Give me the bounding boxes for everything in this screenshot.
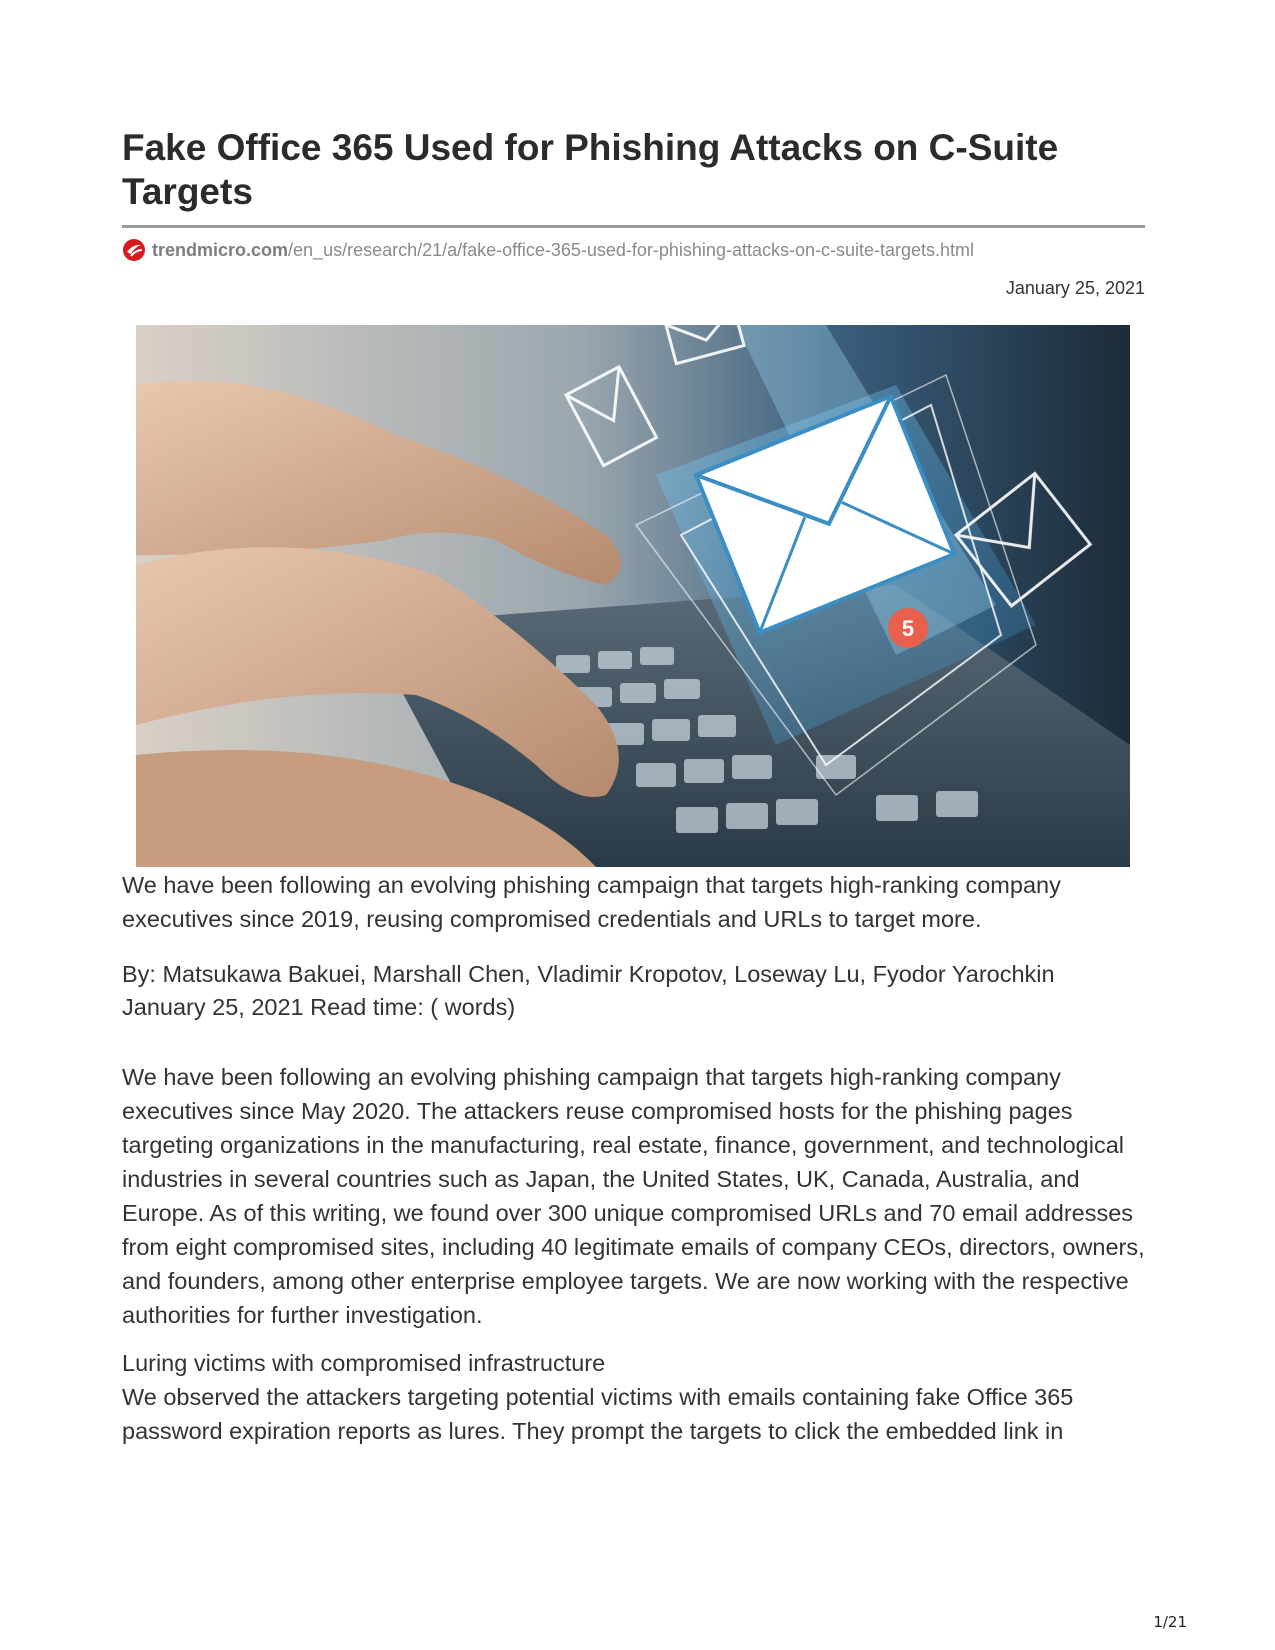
- source-domain: trendmicro.com: [152, 239, 289, 260]
- section-heading: Luring victims with compromised infrastructure: [122, 1350, 606, 1376]
- page-title: Fake Office 365 Used for Phishing Attacks on C-Suite Targets: [122, 127, 1059, 212]
- article-dateline: January 25, 2021 Read time: ( words): [122, 994, 516, 1020]
- source-link[interactable]: [122, 238, 974, 262]
- section-text: We observed the attackers targeting potential victims with emails containing fake Office 365 password expiration reports as lures. They prompt the targets to click the embedded link in: [122, 1384, 1074, 1444]
- hero-image: [136, 325, 1130, 867]
- title-divider: [122, 225, 1145, 228]
- publish-date: January 25, 2021: [1005, 278, 1145, 298]
- article-byline: By: Matsukawa Bakuei, Marshall Chen, Vladimir Kropotov, Loseway Lu, Fyodor Yarochkin: [122, 961, 1055, 987]
- notification-count: 5: [901, 616, 915, 641]
- source-path: /en_us/research/21/a/fake-office-365-used-for-phishing-attacks-on-c-suite-targets.html: [288, 239, 975, 260]
- page-number: 1/21: [1153, 1613, 1187, 1631]
- trendmicro-logo-icon: [122, 238, 146, 262]
- article-summary: We have been following an evolving phishing campaign that targets high-ranking company executives since 2019, reusing compromised credentials and URLs to target more.: [122, 872, 1061, 932]
- article-intro: We have been following an evolving phishing campaign that targets high-ranking company executives since May 2020. The attackers reuse compromised hosts for the phishing pages targeting organizations in the manufacturing, real estate, finance, government, and technological industries in several countries such as Japan, the United States, UK, Canada, Australia, and Europe. As of this writing, we found over 300 unique compromised URLs and 70 email addresses from eight compromised sites, including 40 legitimate emails of company CEOs, directors, owners, and founders, among other enterprise employee targets. We are now working with the respective authorities for further investigation.: [122, 1064, 1145, 1328]
